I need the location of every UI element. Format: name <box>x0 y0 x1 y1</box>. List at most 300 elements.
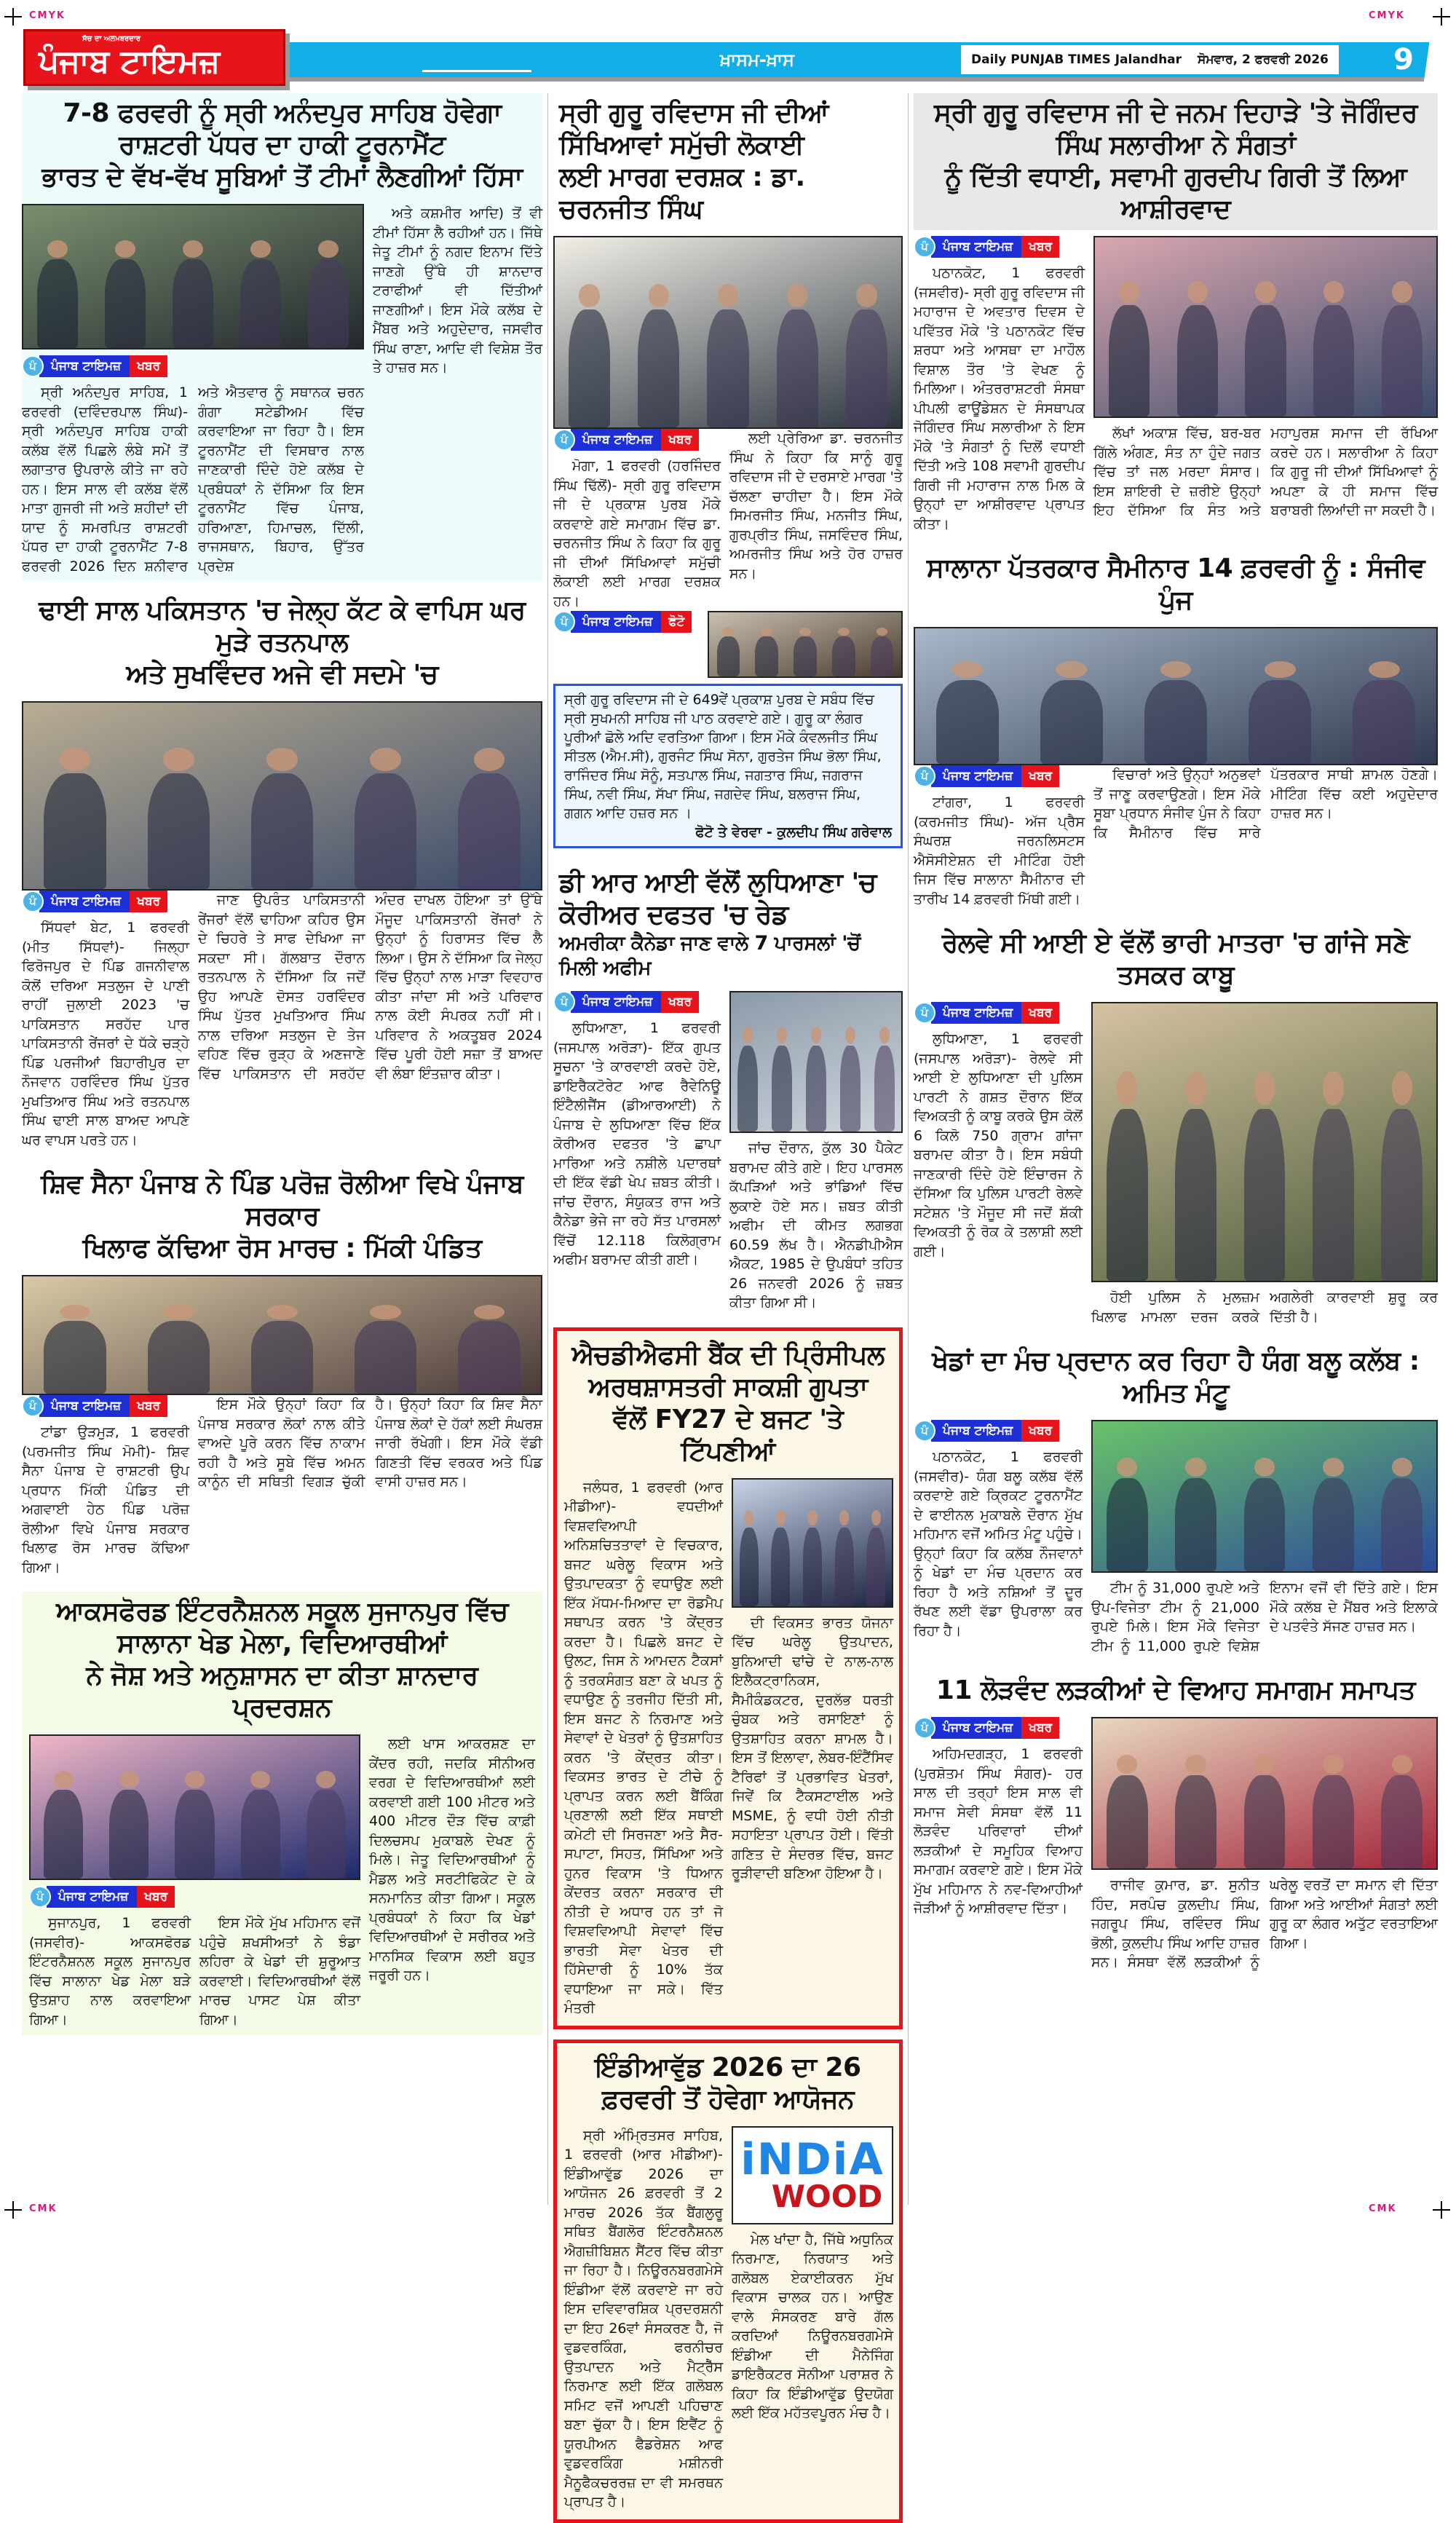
punjab-times-logo-icon: ਪੰ <box>914 765 935 787</box>
c2-photo-head <box>845 1027 855 1044</box>
r5-photo-figure <box>1244 1775 1286 1868</box>
r2-photo-figure <box>1249 680 1311 764</box>
a4-subheadline: ਨੇ ਜੋਸ਼ ਅਤੇ ਅਨੁਸ਼ਾਸਨ ਦਾ ਕੀਤਾ ਸ਼ਾਨਦਾਰ ਪ੍ਰਦਰਸ਼ਨ <box>86 1661 478 1723</box>
masthead-logo[interactable] <box>23 29 285 86</box>
badge-kind: ਖਬਰ <box>130 355 167 377</box>
c1-photo-head <box>838 628 850 636</box>
c3-photo[interactable] <box>732 1478 893 1608</box>
badge-brand: ਪੰਜਾਬ ਟਾਇਮਜ਼ <box>571 429 661 451</box>
a1-photo-head <box>183 240 203 258</box>
c3-photo-head <box>839 1510 849 1526</box>
r3-photo-figure <box>1313 1109 1354 1281</box>
r1-photo-figure <box>1245 305 1286 416</box>
c2-subheadline: ਅਮਰੀਕਾ ਕੈਨੇਡਾ ਜਾਣ ਵਾਲੇ 7 ਪਾਰਸਲਾਂ 'ਚੋਂ ਮਿਲੀ ਅਫੀਮ <box>559 932 860 979</box>
badge-kind: ਫੋਟੋ <box>661 611 692 633</box>
c1-column <box>708 611 903 678</box>
r4-photo-head <box>1185 1458 1206 1477</box>
r2-photo-figure <box>1144 680 1207 764</box>
badge-kind: ਖਬਰ <box>1021 1717 1059 1739</box>
badge-brand: ਪੰਜਾਬ ਟਾਇਮਜ਼ <box>571 991 661 1013</box>
a4-column <box>199 1914 360 2029</box>
a1-body-part-1: ਸ੍ਰੀ ਅਨੰਦਪੁਰ ਸਾਹਿਬ, 1 ਫਰਵਰੀ (ਦਵਿੰਦਰਪਾਲ ਸਿੰਘ)- ਸ੍ਰੀ ਅਨੰਦਪੁਰ ਸਾਹਿਬ ਹਾਕੀ ਕਲੱਬ ਵੱਲੋਂ ਪਿਛਲੇ ਲੰਬੇ ਸਮੇਂ ਤੋਂ ਲਗਾਤਾਰ ਉਪਰਾਲੇ ਕੀਤੇ ਜਾ ਰਹੇ ਹਨ। ਇਸ ਸਾਲ ਵੀ ਕਲੱਬ ਵੱਲੋਂ ਮਾਤਾ ਗੁਜਰੀ ਜੀ ਅਤੇ ਸ਼ਹੀਦਾਂ ਦੀ ਯਾਦ ਨੂੰ ਸਮਰਪਿਤ ਰਾਸ਼ਟਰੀ ਪੱਧਰ ਦਾ ਹਾਕੀ ਟੂਰਨਾਮੈਂਟ 7-8 ਫਰਵਰੀ 2026 ਦਿਨ ਸ਼ਨੀਵਾਰ ਅਤੇ ਐਤਵਾਰ ਨੂੰ ਸਥਾਨਕ ਚਰਨ ਗੰਗਾ ਸਟੇਡੀਅਮ ਵਿੱਚ ਕਰਵਾਇਆ ਜਾ ਰਿਹਾ ਹੈ। ਇਸ ਟੂਰਨਾਮੈਂਟ ਦੀ ਵਿਸਥਾਰ ਨਾਲ ਜਾਣਕਾਰੀ ਦਿੰਦੇ ਹੋਏ ਕਲੱਬ ਦੇ ਪ੍ਰਬੰਧਕਾਂ ਨੇ ਦੱਸਿਆ ਕਿ ਇਸ ਟੂਰਨਾਮੈਂਟ ਵਿੱਚ ਪੰਜਾਬ, ਹਰਿਆਣਾ, ਹਿਮਾਚਲ, ਦਿੱਲੀ, ਰਾਜਸਥਾਨ, ਬਿਹਾਰ, ਉੱਤਰ ਪ੍ਰਦੇਸ਼ <box>22 384 364 575</box>
c2-row <box>553 991 903 1313</box>
a1-source-badge <box>22 355 167 377</box>
column-divider-2 <box>908 93 909 2205</box>
r3-headline-text: ਰੇਲਵੇ ਸੀ ਆਈ ਏ ਵੱਲੋਂ ਭਾਰੀ ਮਾਤਰਾ 'ਚ ਗਾਂਜੇ ਸਣੇ ਤਸਕਰ ਕਾਬੂ <box>941 928 1410 990</box>
c2-photo-figure <box>840 1046 860 1132</box>
a1-photo-head <box>115 240 135 258</box>
a4-column <box>29 1914 191 2029</box>
badge-brand: ਪੰਜਾਬ ਟਾਇਮਜ਼ <box>39 891 130 912</box>
c1-photo-2[interactable] <box>708 611 903 678</box>
c1-body-part-1: ਮੋਗਾ, 1 ਫਰਵਰੀ (ਹਰਜਿੰਦਰ ਸਿੰਘ ਢਿੱਲੋਂ)- ਸ੍ਰੀ ਗੁਰੂ ਰਵਿਦਾਸ ਜੀ ਦੇ ਪ੍ਰਕਾਸ਼ ਪੁਰਬ ਮੌਕੇ ਕਰਵਾਏ ਗਏ ਸਮਾਗਮ ਵਿੱਚ ਡਾ. ਚਰਨਜੀਤ ਸਿੰਘ ਨੇ ਕਿਹਾ ਕਿ ਗੁਰੂ ਜੀ ਦੀਆਂ ਸਿੱਖਿਆਵਾਂ ਸਮੁੱਚੀ ਲੋਕਾਈ ਲਈ ਮਾਰਗ ਦਰਸ਼ਕ ਹਨ। <box>553 458 721 609</box>
r4-photo-figure <box>1107 1478 1148 1571</box>
r5-row <box>914 1717 1438 1973</box>
a2-photo[interactable] <box>22 701 542 891</box>
c1-photo-head <box>722 628 734 636</box>
c1-caption-text: ਸ੍ਰੀ ਗੁਰੂ ਰਵਿਦਾਸ ਜੀ ਦੇ 649ਵੇਂ ਪ੍ਰਕਾਸ਼ ਪੁਰਬ ਦੇ ਸਬੰਧ ਵਿੱਚ ਸ੍ਰੀ ਸੁਖਮਨੀ ਸਾਹਿਬ ਜੀ ਪਾਠ ਕਰਵਾਏ ਗਏ। ਗੁਰੂ ਕਾ ਲੰਗਰ ਪੂਰੀਆਂ ਛੋਲੇ ਅਦਿ ਵਰਤਿਆ ਗਿਆ। ਇਸ ਮੌਕੇ ਕੰਵਲਜੀਤ ਸਿੰਘ ਸੀਤਲ (ਐਮ.ਸੀ), ਗੁਰਜੰਟ ਸਿੰਘ ਸੋਨਾ, ਗੁਰਤੇਜ ਸਿੰਘ ਭੋਲਾ ਸਿੰਘ, ਰਾਜਿੰਦਰ ਸਿੰਘ ਸੋਨੂੰ, ਸਤਪਾਲ ਸਿੰਘ, ਜਗਤਾਰ ਸਿੰਘ, ਜਗਰਾਜ ਸਿੰਘ, ਨਵੀ ਸਿੰਘ, ਸੱਖਾ ਸਿੰਘ, ਜਗਦੇਵ ਸਿੰਘ, ਬਲਰਾਜ ਸਿੰਘ, ਗਗਨ ਆਦਿ ਹਜ਼ਰ ਸਨ । <box>564 692 882 821</box>
a2-photo-figure <box>355 773 416 889</box>
r1-photo-figure <box>1382 305 1423 416</box>
c3-photo-head <box>776 1510 786 1526</box>
r2-photo-figure <box>1353 680 1415 764</box>
section-underline <box>422 70 531 72</box>
c2-column <box>553 991 721 1270</box>
a1-column <box>22 204 364 576</box>
r4-photo[interactable] <box>1091 1420 1438 1573</box>
a1-photo-figure <box>240 259 281 348</box>
c3-article <box>553 1327 903 2029</box>
c3-photo-head <box>744 1510 753 1526</box>
r2-photo-head <box>1160 661 1192 678</box>
a3-source-badge <box>22 1395 167 1417</box>
r1-article <box>914 93 1438 538</box>
c1-photo-figure <box>717 636 740 676</box>
c4-article <box>553 2040 903 2523</box>
c3-subheadline: ਵੱਲੋਂ FY27 ਦੇ ਬਜਟ 'ਤੇ ਟਿੱਪਣੀਆਂ <box>612 1404 844 1466</box>
column-left <box>22 93 542 2035</box>
r4-body-part-2: ਟੀਮ ਨੂੰ 31,000 ਰੁਪਏ ਅਤੇ ਉਪ-ਵਿਜੇਤਾ ਟੀਮ ਨੂੰ 21,000 ਰੁਪਏ ਮਿਲੇ। ਇਸ ਮੌਕੇ ਵਿਜੇਤਾ ਟੀਮ ਨੂੰ 11,000 ਰੁਪਏ ਵਿਸ਼ੇਸ਼ ਇਨਾਮ ਵਜੋਂ ਵੀ ਦਿੱਤੇ ਗਏ। ਇਸ ਮੌਕੇ ਕਲੱਬ ਦੇ ਮੈਂਬਰ ਅਤੇ ਇਲਾਕੇ ਦੇ ਪਤਵੰਤੇ ਸੱਜਣ ਹਾਜ਼ਰ ਸਨ। <box>1091 1580 1438 1654</box>
r2-photo-head <box>951 661 983 678</box>
c3-photo-head <box>807 1510 817 1526</box>
r5-photo-figure <box>1313 1775 1354 1868</box>
indiawood-logo-line2: WOOD <box>771 2179 883 2214</box>
a3-photo-head <box>370 1305 401 1319</box>
badge-brand: ਪੰਜਾਬ ਟਾਇਮਜ਼ <box>931 1717 1021 1739</box>
c1-photo-figure <box>777 309 818 427</box>
punjab-times-logo-icon: ਪੰ <box>914 1717 935 1739</box>
r1-photo[interactable] <box>1093 236 1438 418</box>
a2-photo-figure <box>458 773 520 889</box>
r2-headline-text: ਸਾਲਾਨਾ ਪੱਤਰਕਾਰ ਸੈਮੀਨਾਰ 14 ਫ਼ਰਵਰੀ ਨੂੰ : ਸੰਜੀਵ ਪੁੰਜ <box>926 553 1425 615</box>
column-center <box>553 93 903 2523</box>
c3-headline-text: ਐਚਡੀਐਫਸੀ ਬੈਂਕ ਦੀ ਪ੍ਰਿੰਸੀਪਲ ਅਰਥਸ਼ਾਸਤਰੀ ਸਾਕਸ਼ੀ ਗੁਪਤਾ <box>571 1340 885 1402</box>
badge-kind: ਖਬਰ <box>1021 1002 1059 1024</box>
badge-kind: ਖਬਰ <box>130 891 167 912</box>
c1-photo-figure <box>755 636 778 676</box>
r2-photo[interactable] <box>914 627 1438 765</box>
a1-photo-head <box>250 240 271 258</box>
r3-photo-head <box>1117 1071 1137 1105</box>
r1-column <box>914 236 1085 534</box>
r3-column <box>914 1002 1083 1261</box>
a4-row <box>29 1734 535 2029</box>
a2-photo-head <box>60 748 91 771</box>
a3-column <box>22 1395 189 1577</box>
r5-headline[interactable] <box>914 1670 1438 1711</box>
a2-photo-head <box>266 748 298 771</box>
crop-mark-bottom-left-v <box>12 2201 14 2219</box>
a2-headline[interactable] <box>22 591 542 695</box>
c1-photo-head <box>877 628 888 636</box>
c4-body-part-1: ਸ੍ਰੀ ਅੰਮ੍ਰਿਤਸਰ ਸਾਹਿਬ, 1 ਫਰਵਰੀ (ਆਰ ਮੀਡੀਆ)- ਇੰਡੀਆਵੁੱਡ 2026 ਦਾ ਆਯੋਜਨ 26 ਫ਼ਰਵਰੀ ਤੋਂ 2 ਮਾਰਚ 2026 ਤੱਕ ਬੈਂਗਲੁਰੂ ਸਥਿਤ ਬੈਂਗਲੋਰ ਇੰਟਰਨੈਸ਼ਨਲ ਐਗਜ਼ੀਬਿਸ਼ਨ ਸੈਂਟਰ ਵਿੱਚ ਕੀਤਾ ਜਾ ਰਿਹਾ ਹੈ। ਨਿਊਰਨਬਰਗਮੇਸੇ ਇੰਡੀਆ ਵੱਲੋਂ ਕਰਵਾਏ ਜਾ ਰਹੇ ਇਸ ਦਵਿਵਾਰਸ਼ਿਕ ਪ੍ਰਦਰਸ਼ਨੀ ਦਾ ਇਹ 26ਵਾਂ ਸੰਸਕਰਣ ਹੈ, ਜੋ ਵੁਡਵਰਕਿੰਗ, ਫਰਨੀਚਰ ਉਤਪਾਦਨ ਅਤੇ ਮੈਟ੍ਰੈੱਸ ਨਿਰਮਾਣ ਲਈ ਇੱਕ ਗਲੋਬਲ ਸਮਿਟ ਵਜੋਂ ਆਪਣੀ ਪਹਿਚਾਣ ਬਣਾ ਚੁੱਕਾ ਹੈ। ਇਸ ਇਵੈਂਟ ਨੂੰ ਯੂਰਪੀਅਨ ਫੈਡਰੇਸ਼ਨ ਆਫ ਵੁਡਵਰਕਿੰਗ ਮਸ਼ੀਨਰੀ ਮੈਨੂਫੈਕਚਰਰਜ਼ ਦਾ ਵੀ ਸਮਰਥਨ ਪ੍ਰਾਪਤ ਹੈ। <box>564 2127 723 2510</box>
r5-article <box>914 1670 1438 1977</box>
a3-photo[interactable] <box>22 1275 542 1395</box>
a1-photo-head <box>318 240 339 258</box>
paper-name: Daily PUNJAB TIMES Jalandhar <box>971 52 1182 67</box>
r2-photo-head <box>1369 661 1400 678</box>
a3-body-part-2: ਇਸ ਮੌਕੇ ਉਨ੍ਹਾਂ ਕਿਹਾ ਕਿ ਪੰਜਾਬ ਸਰਕਾਰ ਲੋਕਾਂ ਨਾਲ ਕੀਤੇ ਵਾਅਦੇ ਪੂਰੇ ਕਰਨ ਵਿੱਚ ਨਾਕਾਮ ਰਹੀ ਹੈ ਅਤੇ ਸੂਬੇ ਵਿੱਚ ਅਮਨ ਕਾਨੂੰਨ ਦੀ ਸਥਿਤੀ ਵਿਗੜ ਚੁੱਕੀ ਹੈ। ਉਨ੍ਹਾਂ ਕਿਹਾ ਕਿ ਸ਼ਿਵ ਸੈਨਾ ਪੰਜਾਬ ਲੋਕਾਂ ਦੇ ਹੱਕਾਂ ਲਈ ਸੰਘਰਸ਼ ਜਾਰੀ ਰੱਖੇਗੀ। ਇਸ ਮੌਕੇ ਵੱਡੀ ਗਿਣਤੀ ਵਿੱਚ ਵਰਕਰ ਅਤੇ ਪਿੰਡ ਵਾਸੀ ਹਾਜ਼ਰ ਸਨ। <box>198 1397 542 1490</box>
r4-source-badge <box>914 1420 1059 1442</box>
badge-brand: ਪੰਜਾਬ ਟਾਇਮਜ਼ <box>47 1886 137 1908</box>
c3-photo-figure <box>866 1528 885 1606</box>
column-right <box>914 93 1438 1977</box>
a1-article <box>22 93 542 580</box>
a1-photo[interactable] <box>22 204 364 350</box>
r4-body-part-1: ਪਠਾਨਕੋਟ, 1 ਫਰਵਰੀ (ਜਸਵੀਰ)- ਯੰਗ ਬਲੂ ਕਲੱਬ ਵੱਲੋਂ ਕਰਵਾਏ ਗਏ ਕ੍ਰਿਕਟ ਟੂਰਨਾਮੈਂਟ ਦੇ ਫਾਈਨਲ ਮੁਕਾਬਲੇ ਦੌਰਾਨ ਮੁੱਖ ਮਹਿਮਾਨ ਵਜੋਂ ਅਮਿਤ ਮੰਟੂ ਪਹੁੰਚੇ। ਉਨ੍ਹਾਂ ਕਿਹਾ ਕਿ ਕਲੱਬ ਨੌਜਵਾਨਾਂ ਨੂੰ ਖੇਡਾਂ ਦਾ ਮੰਚ ਪ੍ਰਦਾਨ ਕਰ ਰਿਹਾ ਹੈ ਅਤੇ ਨਸ਼ਿਆਂ ਤੋਂ ਦੂਰ ਰੱਖਣ ਲਈ ਵੱਡਾ ਉਪਰਾਲਾ ਕਰ ਰਿਹਾ ਹੈ। <box>914 1449 1083 1639</box>
a2-body-part-2: ਜਾਣ ਉਪਰੰਤ ਪਾਕਿਸਤਾਨੀ ਰੇਂਜਰਾਂ ਵੱਲੋਂ ਢਾਹਿਆ ਕਹਿਰ ਉਸ ਦੇ ਚਿਹਰੇ ਤੇ ਸਾਫ ਦੇਖਿਆ ਜਾ ਸਕਦਾ ਸੀ। ਗੱਲਬਾਤ ਦੌਰਾਨ ਰਤਨਪਾਲ ਨੇ ਦੱਸਿਆ ਕਿ ਜਦੋਂ ਉਹ ਆਪਣੇ ਦੋਸਤ ਹਰਵਿੰਦਰ ਸਿੰਘ ਪੁੱਤਰ ਮੁਖਤਿਆਰ ਸਿੰਘ ਨਾਲ ਦਰਿਆ ਸਤਲੁਜ ਦੇ ਤੇਜ ਵਹਿਣ ਵਿੱਚ ਰੁੜ੍ਹ ਕੇ ਅਣਜਾਣੇ ਵਿੱਚ ਪਾਕਿਸਤਾਨ ਦੀ ਸਰਹੱਦ ਅੰਦਰ ਦਾਖਲ ਹੋਇਆ ਤਾਂ ਉੱਥੇ ਮੌਜੂਦ ਪਾਕਿਸਤਾਨੀ ਰੇਂਜਰਾਂ ਨੇ ਉਨ੍ਹਾਂ ਨੂੰ ਹਿਰਾਸਤ ਵਿੱਚ ਲੈ ਲਿਆ। ਉਸ ਨੇ ਦੱਸਿਆ ਕਿ ਜੇਲ੍ਹ ਵਿੱਚ ਉਨ੍ਹਾਂ ਨਾਲ ਮਾੜਾ ਵਿਵਹਾਰ ਕੀਤਾ ਜਾਂਦਾ ਸੀ ਅਤੇ ਪਰਿਵਾਰ ਨਾਲ ਕੋਈ ਸੰਪਰਕ ਨਹੀਂ ਸੀ। ਪਰਿਵਾਰ ਨੇ ਅਕਤੂਬਰ 2024 ਵਿੱਚ ਪੂਰੀ ਹੋਈ ਸਜ਼ਾ ਤੋਂ ਬਾਅਦ ਵੀ ਲੰਬਾ ਇੰਤਜ਼ਾਰ ਕੀਤਾ। <box>198 892 542 1082</box>
a2-source-badge <box>22 891 167 912</box>
r4-photo-figure <box>1175 1478 1216 1571</box>
r2-source-badge <box>914 765 1059 787</box>
r3-source-badge <box>914 1002 1059 1024</box>
punjab-times-logo-icon: ਪੰ <box>914 236 935 258</box>
a4-photo-figure <box>241 1790 280 1879</box>
c3-photo-head <box>871 1510 881 1526</box>
issue-date: ਸੋਮਵਾਰ, 2 ਫਰਵਰੀ 2026 <box>1198 52 1329 67</box>
r4-headline[interactable] <box>914 1341 1438 1414</box>
a2-photo-figure <box>44 773 106 889</box>
a4-body-part-3: ਲਈ ਖਾਸ ਆਕਰਸ਼ਣ ਦਾ ਕੇਂਦਰ ਰਹੀ, ਜਦਕਿ ਸੀਨੀਅਰ ਵਰਗ ਦੇ ਵਿਦਿਆਰਥੀਆਂ ਲਈ ਕਰਵਾਈ ਗਈ 100 ਮੀਟਰ ਅਤੇ 400 ਮੀਟਰ ਦੌੜ ਵਿੱਚ ਕਾਫ਼ੀ ਦਿਲਚਸਪ ਮੁਕਾਬਲੇ ਦੇਖਣ ਨੂੰ ਮਿਲੇ। ਜੇਤੂ ਵਿਦਿਆਰਥੀਆਂ ਨੂੰ ਮੈਡਲ ਅਤੇ ਸਰਟੀਫਿਕੇਟ ਦੇ ਕੇ ਸਨਮਾਨਿਤ ਕੀਤਾ ਗਿਆ। ਸਕੂਲ ਪ੍ਰਬੰਧਕਾਂ ਨੇ ਕਿਹਾ ਕਿ ਖੇਡਾਂ ਵਿਦਿਆਰਥੀਆਂ ਦੇ ਸਰੀਰਕ ਅਤੇ ਮਾਨਸਿਕ ਵਿਕਾਸ ਲਈ ਬਹੁਤ ਜਰੂਰੀ ਹਨ। <box>369 1736 535 1983</box>
c4-body-part-2: ਮੇਲ ਖਾਂਦਾ ਹੈ, ਜਿੱਥੇ ਅਧੁਨਿਕ ਨਿਰਮਾਣ, ਨਿਰਯਾਤ ਅਤੇ ਗਲੋਬਲ ਏਕਾਈਕਰਨ ਮੁੱਖ ਵਿਕਾਸ ਚਾਲਕ ਹਨ। ਆਉਣ ਵਾਲੇ ਸੰਸਕਰਣ ਬਾਰੇ ਗੱਲ ਕਰਦਿਆਂ ਨਿਊਰਨਬਰਗਮੇਸੇ ਇੰਡੀਆ ਦੀ ਮੈਨੇਜਿੰਗ ਡਾਇਰੈਕਟਰ ਸੋਨੀਆ ਪਰਾਸ਼ਰ ਨੇ ਕਿਹਾ ਕਿ ਇੰਡੀਆਵੁੱਡ ਉਦਯੋਗ ਲਈ ਇੱਕ ਮਹੱਤਵਪੂਰਨ ਮੰਚ ਹੈ। <box>732 2231 893 2421</box>
c2-photo-figure <box>772 1046 792 1132</box>
r1-subheadline: ਨੂੰ ਦਿੱਤੀ ਵਧਾਈ, ਸਵਾਮੀ ਗੁਰਦੀਪ ਗਿਰੀ ਤੋਂ ਲਿਆ ਆਸ਼ੀਰਵਾਦ <box>944 162 1407 224</box>
r2-photo-head <box>1056 661 1087 678</box>
c1-column <box>729 429 903 583</box>
r3-body-part-1: ਲੁਧਿਆਣਾ, 1 ਫਰਵਰੀ (ਜਸਪਾਲ ਅਰੋੜਾ)- ਰੇਲਵੇ ਸੀ ਆਈ ਏ ਲੁਧਿਆਣਾ ਦੀ ਪੁਲਿਸ ਪਾਰਟੀ ਨੇ ਗਸ਼ਤ ਦੌਰਾਨ ਇੱਕ ਵਿਅਕਤੀ ਨੂੰ ਕਾਬੂ ਕਰਕੇ ਉਸ ਕੋਲੋਂ 6 ਕਿਲੋ 750 ਗ੍ਰਾਮ ਗਾਂਜਾ ਬਰਾਮਦ ਕੀਤਾ ਹੈ। ਇਸ ਸਬੰਧੀ ਜਾਣਕਾਰੀ ਦਿੰਦੇ ਹੋਏ ਇੰਚਾਰਜ ਨੇ ਦੱਸਿਆ ਕਿ ਪੁਲਿਸ ਪਾਰਟੀ ਰੇਲਵੇ ਸਟੇਸ਼ਨ 'ਤੇ ਮੌਜੂਦ ਸੀ ਜਦੋਂ ਸ਼ੱਕੀ ਵਿਅਕਤੀ ਨੂੰ ਰੋਕ ਕੇ ਤਲਾਸ਼ੀ ਲਈ ਗਈ। <box>914 1031 1083 1260</box>
r2-photo-head <box>1265 661 1296 678</box>
a1-photo-figure <box>37 259 78 348</box>
r4-photo-figure <box>1313 1478 1354 1571</box>
c2-headline[interactable] <box>553 863 903 985</box>
badge-brand: ਪੰਜਾਬ ਟਾਇਮਜ਼ <box>39 355 130 377</box>
a4-photo-head <box>250 1771 270 1788</box>
r4-photo-figure <box>1381 1478 1423 1571</box>
r1-photo-head <box>1392 281 1412 304</box>
cmyk-mark-right: CMYK <box>1369 10 1405 21</box>
c1-photo-source-badge <box>553 611 692 633</box>
c1-subheadline: ਲਈ ਮਾਰਗ ਦਰਸ਼ਕ : ਡਾ. ਚਰਨਜੀਤ ਸਿੰਘ <box>559 162 805 224</box>
c2-source-badge <box>553 991 699 1013</box>
c1-row <box>553 429 903 611</box>
r1-photo-figure <box>1109 305 1150 416</box>
r3-article <box>914 923 1438 1331</box>
a2-photo-head <box>163 748 194 771</box>
r1-photo-figure <box>1177 305 1218 416</box>
c1-source-badge <box>553 429 699 451</box>
badge-kind: ਖਬਰ <box>1021 236 1059 258</box>
a2-headline-text: ਢਾਈ ਸਾਲ ਪਕਿਸਤਾਨ 'ਚ ਜੇਲ੍ਹ ਕੱਟ ਕੇ ਵਾਪਿਸ ਘਰ ਮੁੜੇ ਰਤਨਪਾਲ <box>39 596 526 658</box>
a1-headline[interactable] <box>22 93 542 198</box>
c1-photo-figure <box>832 636 855 676</box>
r3-photo-figure <box>1381 1109 1423 1281</box>
a1-photo-figure <box>173 259 213 348</box>
r1-headline[interactable] <box>914 93 1438 230</box>
c1-photo[interactable] <box>553 236 903 429</box>
r4-photo-head <box>1117 1458 1137 1477</box>
a3-photo-head <box>163 1305 194 1319</box>
a3-photo-head <box>266 1305 298 1319</box>
a1-body-part-2: ਅਤੇ ਕਸ਼ਮੀਰ ਆਦਿ) ਤੋਂ ਵੀ ਟੀਮਾਂ ਹਿੱਸਾ ਲੈ ਰਹੀਆਂ ਹਨ। ਜਿੱਥੇ ਜੇਤੂ ਟੀਮਾਂ ਨੂੰ ਨਗਦ ਇਨਾਮ ਦਿੱਤੇ ਜਾਣਗੇ ਉੱਥੇ ਹੀ ਸ਼ਾਨਦਾਰ ਟਰਾਫੀਆਂ ਵੀ ਦਿੱਤੀਆਂ ਜਾਣਗੀਆਂ। ਇਸ ਮੌਕੇ ਕਲੱਬ ਦੇ ਮੈਂਬਰ ਅਤੇ ਅਹੁਦੇਦਾਰ, ਜਸਵੀਰ ਸਿੰਘ ਰਾਣਾ, ਆਦਿ ਵੀ ਵਿਸ਼ੇਸ਼ ਤੌਰ ਤੇ ਹਾਜ਼ਰ ਸਨ। <box>373 205 542 376</box>
a2-subheadline: ਅਤੇ ਸੁਖਵਿੰਦਰ ਅਜੇ ਵੀ ਸਦਮੇ 'ਚ <box>126 660 438 690</box>
a3-photo-figure <box>355 1321 416 1394</box>
r3-body-part-2: ਹੋਈ ਪੁਲਿਸ ਨੇ ਮੁਲਜ਼ਮ ਖਿਲਾਫ ਮਾਮਲਾ ਦਰਜ ਕਰਕੇ ਅਗਲੇਰੀ ਕਾਰਵਾਈ ਸ਼ੁਰੂ ਕਰ ਦਿੱਤੀ ਹੈ। <box>1091 1290 1438 1325</box>
a4-photo[interactable] <box>29 1734 360 1880</box>
r4-article <box>914 1341 1438 1660</box>
badge-brand: ਪੰਜਾਬ ਟਾਇਮਜ਼ <box>931 765 1021 787</box>
punjab-times-logo-icon: ਪੰ <box>914 1002 935 1024</box>
r3-photo-head <box>1254 1071 1275 1105</box>
r1-source-badge <box>914 236 1059 258</box>
c2-photo-figure <box>806 1046 826 1132</box>
cmk-mark-left: CMK <box>29 2203 58 2214</box>
a3-subheadline: ਖਿਲਾਫ ਕੱਢਿਆ ਰੋਸ ਮਾਰਚ : ਮਿੱਕੀ ਪੰਡਿਤ <box>82 1233 482 1263</box>
r5-photo-figure <box>1107 1775 1148 1868</box>
a4-headline-text: ਆਕਸਫੋਰਡ ਇੰਟਰਨੈਸ਼ਨਲ ਸਕੂਲ ਸੁਜਾਨਪੁਰ ਵਿੱਚ ਸਾਲਾਨਾ ਖੇਡ ਮੇਲਾ, ਵਿਦਿਆਰਥੀਆਂ <box>56 1597 508 1659</box>
badge-brand: ਪੰਜਾਬ ਟਾਇਮਜ਼ <box>39 1395 130 1417</box>
a3-body-part-1: ਟਾਂਡਾ ਉੜਮੁੜ, 1 ਫਰਵਰੀ (ਪਰਮਜੀਤ ਸਿੰਘ ਮੋਮੀ)- ਸ਼ਿਵ ਸੈਨਾ ਪੰਜਾਬ ਦੇ ਰਾਸ਼ਟਰੀ ਉਪ ਪ੍ਰਧਾਨ ਮਿੱਕੀ ਪੰਡਿਤ ਦੀ ਅਗਵਾਈ ਹੇਠ ਪਿੰਡ ਪਰੋਜ਼ ਰੋਲੀਆ ਵਿਖੇ ਪੰਜਾਬ ਸਰਕਾਰ ਖਿਲਾਫ ਰੋਸ ਮਾਰਚ ਕੱਢਿਆ ਗਿਆ। <box>22 1424 189 1576</box>
r4-column <box>1091 1420 1438 1656</box>
a4-photo-head <box>54 1771 74 1788</box>
c4-column <box>564 2126 723 2512</box>
badge-brand: ਪੰਜਾਬ ਟਾਇਮਜ਼ <box>931 1420 1021 1442</box>
a4-column <box>369 1734 535 1986</box>
a1-photo-figure <box>308 259 349 348</box>
badge-brand: ਪੰਜਾਬ ਟਾਇਮਜ਼ <box>571 611 661 633</box>
c4-column <box>732 2126 893 2423</box>
c1-headline[interactable] <box>553 93 903 230</box>
punjab-times-logo-icon: ਪੰ <box>22 355 44 377</box>
logo-tagline: ਸੱਚ ਦਾ ਅਲਮਬਰਦਾਰ <box>82 35 141 43</box>
r5-photo-figure <box>1175 1775 1216 1868</box>
a4-photo-figure <box>44 1790 83 1879</box>
r3-column <box>1091 1002 1438 1327</box>
c1-photo-head <box>799 628 811 636</box>
r3-photo-figure <box>1107 1109 1148 1281</box>
c1-headline-text: ਸ੍ਰੀ ਗੁਰੂ ਰਵਿਦਾਸ ਜੀ ਦੀਆਂ ਸਿੱਖਿਆਵਾਂ ਸਮੁੱਚੀ ਲੋਕਾਈ <box>559 98 828 160</box>
a1-photo-figure <box>105 259 146 348</box>
badge-brand: ਪੰਜਾਬ ਟਾਇਮਜ਼ <box>931 236 1021 258</box>
c3-headline[interactable] <box>564 1335 892 1472</box>
c3-photo-figure <box>803 1528 822 1606</box>
r1-column <box>1093 236 1438 521</box>
a1-row <box>22 204 542 576</box>
r5-source-badge <box>914 1717 1059 1739</box>
r1-body-part-2: ਲੱਖਾਂ ਅਕਾਸ਼ ਵਿੱਚ, ਬਰ-ਬਰ ਗਿੱਲੇ ਅੰਗਣ, ਸੰਤ ਨਾ ਹੁੰਦੇ ਜਗਤ ਵਿੱਚ ਤਾਂ ਜਲ ਮਰਦਾ ਸੰਸਾਰ। ਇਸ ਸ਼ਾਇਰੀ ਦੇ ਜ਼ਰੀਏ ਉਨ੍ਹਾਂ ਇਹ ਦੱਸਿਆ ਕਿ ਸੰਤ ਅਤੇ ਮਹਾਪੁਰਸ਼ ਸਮਾਜ ਦੀ ਰੱਖਿਆ ਕਰਦੇ ਹਨ। ਸਲਾਰੀਆ ਨੇ ਕਿਹਾ ਕਿ ਗੁਰੂ ਜੀ ਦੀਆਂ ਸਿੱਖਿਆਵਾਂ ਨੂੰ ਅਪਣਾ ਕੇ ਹੀ ਸਮਾਜ ਵਿੱਚ ਬਰਾਬਰੀ ਲਿਆਂਦੀ ਜਾ ਸਕਦੀ ਹੈ। <box>1093 425 1438 518</box>
c2-body-part-2: ਜਾਂਚ ਦੌਰਾਨ, ਕੁੱਲ 30 ਪੈਕੇਟ ਬਰਾਮਦ ਕੀਤੇ ਗਏ। ਇਹ ਪਾਰਸਲ ਕੱਪੜਿਆਂ ਅਤੇ ਭਾਂਡਿਆਂ ਵਿੱਚ ਲੁਕਾਏ ਹੋਏ ਸਨ। ਜ਼ਬਤ ਕੀਤੀ ਅਫੀਮ ਦੀ ਕੀਮਤ ਲਗਭਗ 60.59 ਲੱਖ ਹੈ। ਐਨਡੀਪੀਐਸ ਐਕਟ, 1985 ਦੇ ਉਪਬੰਧਾਂ ਤਹਿਤ 26 ਜਨਵਰੀ 2026 ਨੂੰ ਜ਼ਬਤ ਕੀਤਾ ਗਿਆ ਸੀ। <box>729 1140 903 1311</box>
a2-photo-head <box>370 748 401 771</box>
c3-photo-figure <box>740 1528 759 1606</box>
r4-photo-head <box>1323 1458 1343 1477</box>
a4-body-part-1: ਸੁਜਾਨਪੁਰ, 1 ਫਰਵਰੀ (ਜਸਵੀਰ)- ਆਕਸਫੋਰਡ ਇੰਟਰਨੈਸ਼ਨਲ ਸਕੂਲ ਸੁਜਾਨਪੁਰ ਵਿੱਚ ਸਾਲਾਨਾ ਖੇਡ ਮੇਲਾ ਬੜੇ ਉਤਸ਼ਾਹ ਨਾਲ ਕਰਵਾਇਆ ਗਿਆ। <box>29 1915 191 2028</box>
badge-kind: ਖਬਰ <box>1021 765 1059 787</box>
cmk-mark-right: CMK <box>1369 2203 1397 2214</box>
r3-photo[interactable] <box>1091 1002 1438 1282</box>
r5-photo[interactable] <box>1091 1717 1438 1870</box>
section-title: ਖ਼ਾਸਮ-ਖ਼ਾਸ <box>720 50 794 70</box>
a4-article <box>22 1592 542 2035</box>
c3-body-part-1: ਜਲੰਧਰ, 1 ਫਰਵਰੀ (ਆਰ ਮੀਡੀਆ)- ਵਧਦੀਆਂ ਵਿਸ਼ਵਵਿਆਪੀ ਅਨਿਸ਼ਚਿਤਤਾਵਾਂ ਦੇ ਵਿਚਕਾਰ, ਬਜਟ ਘਰੇਲੂ ਵਿਕਾਸ ਅਤੇ ਉਤਪਾਦਕਤਾ ਨੂੰ ਵਧਾਉਣ ਲਈ ਇੱਕ ਮੱਧਮ-ਮਿਆਦ ਦਾ ਰੋਡਮੈਪ ਸਥਾਪਤ ਕਰਨ 'ਤੇ ਕੇਂਦ੍ਰਤ ਕਰਦਾ ਹੈ। ਪਿਛਲੇ ਬਜਟ ਦੇ ਉਲਟ, ਜਿਸ ਨੇ ਆਮਦਨ ਟੈਕਸਾਂ ਨੂੰ ਤਰਕਸੰਗਤ ਬਣਾ ਕੇ ਖਪਤ ਨੂੰ ਵਧਾਉਣ ਨੂੰ ਤਰਜੀਹ ਦਿੱਤੀ ਸੀ, ਇਸ ਬਜਟ ਨੇ ਨਿਰਮਾਣ ਅਤੇ ਸੇਵਾਵਾਂ ਦੇ ਖੇਤਰਾਂ ਨੂੰ ਉਤਸ਼ਾਹਿਤ ਕਰਨ 'ਤੇ ਕੇਂਦ੍ਰਤ ਕੀਤਾ। ਵਿਕਸਤ ਭਾਰਤ ਦੇ ਟੀਚੇ ਨੂੰ ਪ੍ਰਾਪਤ ਕਰਨ ਲਈ ਬੈਂਕਿੰਗ ਪ੍ਰਣਾਲੀ ਲਈ ਇੱਕ ਸਥਾਈ ਕਮੇਟੀ ਦੀ ਸਿਰਜਣਾ ਅਤੇ ਸੈਰ-ਸਪਾਟਾ, ਸਿਹਤ, ਸਿੱਖਿਆ ਅਤੇ ਹੁਨਰ ਵਿਕਾਸ 'ਤੇ ਧਿਆਨ ਕੇਂਦਰਤ ਕਰਨਾ ਸਰਕਾਰ ਦੀ ਨੀਤੀ ਦੇ ਅਧਾਰ ਹਨ ਤਾਂ ਜੋ ਵਿਸ਼ਵਵਿਆਪੀ ਸੇਵਾਵਾਂ ਵਿੱਚ ਭਾਰਤੀ ਸੇਵਾ ਖੇਤਰ ਦੀ ਹਿੱਸੇਦਾਰੀ ਨੂੰ 10% ਤੱਕ ਵਧਾਇਆ ਜਾ ਸਕੇ। ਵਿੱਤ ਮੰਤਰੀ <box>564 1479 723 2016</box>
a1-photo-head <box>47 240 68 258</box>
r1-photo-head <box>1119 281 1139 304</box>
c3-column <box>564 1478 723 2018</box>
c2-photo-head <box>811 1027 821 1044</box>
a2-article <box>22 591 542 1154</box>
a3-photo-figure <box>44 1321 106 1394</box>
a2-row <box>22 891 542 1150</box>
c1-caption-credit: ਫੋਟੋ ਤੇ ਵੇਰਵਾ - ਕੁਲਦੀਪ ਸਿੰਘ ਗਰੇਵਾਲ <box>695 824 892 840</box>
c2-headline-text: ਡੀ ਆਰ ਆਈ ਵੱਲੋਂ ਲੁਧਿਆਣਾ 'ਚ ਕੋਰੀਅਰ ਦਫਤਰ 'ਚ ਰੇਡ <box>559 868 877 930</box>
c1-photo-figure <box>846 309 887 427</box>
a3-photo-head <box>60 1305 91 1319</box>
a4-headline[interactable] <box>29 1592 535 1729</box>
c1-photo-figure <box>871 636 894 676</box>
c4-headline-text: ਇੰਡੀਆਵੁੱਡ 2026 ਦਾ 26 ਫ਼ਰਵਰੀ ਤੋਂ ਹੋਵੇਗਾ ਆਯੋਜਨ <box>595 2052 861 2115</box>
c1-photo-figure <box>638 309 679 427</box>
a3-photo-figure <box>458 1321 520 1394</box>
c4-row <box>564 2126 892 2512</box>
punjab-times-logo-icon: ਪੰ <box>914 1420 935 1442</box>
r5-body-part-2: ਰਾਜੀਵ ਕੁਮਾਰ, ਡਾ. ਸੁਨੀਤ ਹਿੰਦ, ਸਰਪੰਚ ਕੁਲਦੀਪ ਸਿੰਘ, ਜਗਰੂਪ ਸਿੰਘ, ਰਵਿੰਦਰ ਸਿੰਘ ਭੋਲੀ, ਕੁਲਦੀਪ ਸਿੰਘ ਆਦਿ ਹਾਜ਼ਰ ਸਨ। ਸੰਸਥਾ ਵੱਲੋਂ ਲੜਕੀਆਂ ਨੂੰ ਘਰੇਲੂ ਵਰਤੋਂ ਦਾ ਸਮਾਨ ਵੀ ਦਿੱਤਾ ਗਿਆ ਅਤੇ ਆਈਆਂ ਸੰਗਤਾਂ ਲਈ ਗੁਰੂ ਕਾ ਲੰਗਰ ਅਤੁੱਟ ਵਰਤਾਇਆ ਗਿਆ। <box>1091 1877 1438 1970</box>
crop-mark-bottom-right-v <box>1441 2201 1442 2219</box>
a1-subheadline: ਭਾਰਤ ਦੇ ਵੱਖ-ਵੱਖ ਸੂਬਿਆਂ ਤੋਂ ਟੀਮਾਂ ਲੈਣਗੀਆਂ ਹਿੱਸਾ <box>41 162 523 192</box>
cmyk-mark-left: CMYK <box>29 10 66 21</box>
badge-brand: ਪੰਜਾਬ ਟਾਇਮਜ਼ <box>931 1002 1021 1024</box>
c1-row <box>553 611 903 678</box>
r3-photo-head <box>1185 1071 1206 1105</box>
c1-photo-head <box>856 284 877 307</box>
a1-headline-text: 7-8 ਫਰਵਰੀ ਨੂੰ ਸ੍ਰੀ ਅਨੰਦਪੁਰ ਸਾਹਿਬ ਹੋਵੇਗਾ ਰਾਸ਼ਟਰੀ ਪੱਧਰ ਦਾ ਹਾਕੀ ਟੂਰਨਾਮੈਂਟ <box>63 98 502 160</box>
punjab-times-logo-icon: ਪੰ <box>553 991 575 1013</box>
r3-row <box>914 1002 1438 1327</box>
crop-mark-top-left-v <box>12 8 14 25</box>
a4-photo-head <box>316 1771 336 1788</box>
column-divider-1 <box>547 93 548 2205</box>
a2-photo-head <box>474 748 505 771</box>
r2-column <box>1093 765 1438 842</box>
c1-photo-head <box>761 628 772 636</box>
a3-row <box>22 1395 542 1577</box>
c3-photo-figure <box>771 1528 790 1606</box>
r4-headline-text: ਖੇਡਾਂ ਦਾ ਮੰਚ ਪ੍ਰਦਾਨ ਕਰ ਰਿਹਾ ਹੈ ਯੰਗ ਬਲੂ ਕਲੱਬ : ਅਮਿਤ ਮੰਟੂ <box>932 1346 1420 1408</box>
c3-photo-figure <box>835 1528 854 1606</box>
a1-column <box>373 204 542 378</box>
r4-column <box>914 1420 1083 1640</box>
r2-photo-figure <box>936 680 999 764</box>
c1-body-part-2: ਲਈ ਪ੍ਰੇਰਿਆ ਡਾ. ਚਰਨਜੀਤ ਸਿੰਘ ਨੇ ਕਿਹਾ ਕਿ ਸਾਨੂੰ ਗੁਰੂ ਰਵਿਦਾਸ ਜੀ ਦੇ ਦਰਸਾਏ ਮਾਰਗ 'ਤੇ ਚੱਲਣਾ ਚਾਹੀਦਾ ਹੈ। ਇਸ ਮੌਕੇ ਸਿਮਰਜੀਤ ਸਿੰਘ, ਮਨਜੀਤ ਸਿੰਘ, ਗੁਰਪ੍ਰੀਤ ਸਿੰਘ, ਜਸਵਿੰਦਰ ਸਿੰਘ, ਅਮਰਜੀਤ ਸਿੰਘ ਅਤੇ ਹੋਰ ਹਾਜ਼ਰ ਸਨ। <box>729 430 903 582</box>
a4-photo-figure <box>175 1790 214 1879</box>
c3-body-part-2: ਦੀ ਵਿਕਸਤ ਭਾਰਤ ਯੋਜਨਾ ਵਿੱਚ ਘਰੇਲੂ ਉਤਪਾਦਨ, ਬੁਨਿਆਦੀ ਢਾਂਚੇ ਦੇ ਨਾਲ-ਨਾਲ ਇਲੈਕਟ੍ਰਾਨਿਕਸ, ਸੈਮੀਕੰਡਕਟਰ, ਦੁਰਲੱਭ ਧਰਤੀ ਚੁੰਬਕ ਅਤੇ ਰਸਾਇਣਾਂ ਨੂੰ ਉਤਸ਼ਾਹਿਤ ਕਰਨਾ ਸ਼ਾਮਲ ਹੈ। ਇਸ ਤੋਂ ਇਲਾਵਾ, ਲੇਬਰ-ਇੰਟੈਂਸਿਵ ਟੈਰਿਫਾਂ ਤੋਂ ਪ੍ਰਭਾਵਿਤ ਖੇਤਰਾਂ, ਜਿਵੇਂ ਕਿ ਟੈਕਸਟਾਈਲ ਅਤੇ MSME, ਨੂੰ ਵਧੀ ਹੋਈ ਨੀਤੀ ਸਹਾਇਤਾ ਪ੍ਰਾਪਤ ਹੋਈ। ਵਿੱਤੀ ਗਣਿਤ ਦੇ ਸੰਦਰਭ ਵਿੱਚ, ਬਜਟ ਰੂੜੀਵਾਦੀ ਬਣਿਆ ਹੋਇਆ ਹੈ। <box>732 1614 893 1882</box>
c1-photo-head <box>579 284 600 307</box>
c1-photo-figure <box>794 636 817 676</box>
r2-body-part-1: ਟਾਂਗਰਾ, 1 ਫਰਵਰੀ (ਕਰਮਜੀਤ ਸਿੰਘ)- ਅੱਜ ਪ੍ਰੈਸ ਸੰਘਰਸ਼ ਜਰਨਲਿਸਟਸ ਐਸੋਸੀਏਸ਼ਨ ਦੀ ਮੀਟਿੰਗ ਹੋਈ ਜਿਸ ਵਿੱਚ ਸਾਲਾਨਾ ਸੈਮੀਨਾਰ ਦੀ ਤਾਰੀਖ 14 ਫ਼ਰਵਰੀ ਮਿੱਥੀ ਗਈ। <box>914 794 1085 907</box>
c2-article <box>553 863 903 1317</box>
a4-photo-head <box>185 1771 205 1788</box>
a4-column <box>29 1734 360 2029</box>
c2-photo[interactable] <box>729 991 903 1133</box>
c1-photo-head <box>787 284 808 307</box>
a3-headline[interactable] <box>22 1164 542 1269</box>
r5-photo-head <box>1117 1755 1137 1774</box>
a3-column <box>198 1395 542 1492</box>
a2-photo-figure <box>148 773 210 889</box>
r2-row <box>914 765 1438 909</box>
c3-column <box>732 1478 893 1884</box>
masthead-info <box>961 45 1339 74</box>
indiawood-logo-line1: iNDiA <box>740 2134 885 2185</box>
punjab-times-logo-icon: ਪੰ <box>22 1395 44 1417</box>
c2-photo-figure <box>874 1046 895 1132</box>
c1-photo-caption <box>553 684 903 848</box>
c4-indiawood-logo <box>732 2126 893 2224</box>
a2-photo-figure <box>251 773 313 889</box>
a3-photo-head <box>474 1305 505 1319</box>
r2-body-part-2: ਵਿਚਾਰਾਂ ਅਤੇ ਉਨ੍ਹਾਂ ਅਨੁਭਵਾਂ ਤੋਂ ਜਾਣੂ ਕਰਵਾਉਣਗੇ। ਇਸ ਮੌਕੇ ਸੂਬਾ ਪ੍ਰਧਾਨ ਸੰਜੀਵ ਪੁੰਜ ਨੇ ਕਿਹਾ ਕਿ ਸੈਮੀਨਾਰ ਵਿੱਚ ਸਾਰੇ ਪੱਤਰਕਾਰ ਸਾਥੀ ਸ਼ਾਮਲ ਹੋਣਗੇ। ਮੀਟਿੰਗ ਵਿੱਚ ਕਈ ਅਹੁਦੇਦਾਰ ਹਾਜ਼ਰ ਸਨ। <box>1093 767 1438 841</box>
c2-photo-head <box>743 1027 753 1044</box>
punjab-times-logo-icon: ਪੰ <box>22 891 44 912</box>
c1-photo-head <box>718 284 739 307</box>
r5-photo-head <box>1392 1755 1412 1774</box>
a4-photo-figure <box>306 1790 346 1879</box>
c1-column <box>553 611 699 633</box>
r4-photo-figure <box>1244 1478 1286 1571</box>
c1-photo-head <box>649 284 670 307</box>
r3-photo-head <box>1392 1071 1412 1105</box>
r1-photo-head <box>1324 281 1344 304</box>
logo-title: ਪੰਜਾਬ ਟਾਇਮਜ਼ <box>39 43 221 80</box>
c2-column <box>729 991 903 1313</box>
r1-photo-head <box>1187 281 1208 304</box>
a2-column <box>22 891 189 1150</box>
r2-column <box>914 765 1085 909</box>
c4-headline[interactable] <box>564 2048 892 2120</box>
r3-headline[interactable] <box>914 923 1438 996</box>
r2-photo-figure <box>1040 680 1103 764</box>
r5-column <box>914 1717 1083 1919</box>
a2-column <box>198 891 542 1083</box>
r1-photo-head <box>1255 281 1275 304</box>
r5-column <box>1091 1717 1438 1973</box>
badge-kind: ਖਬਰ <box>661 429 699 451</box>
punjab-times-logo-icon: ਪੰ <box>553 429 575 451</box>
r1-body-part-1: ਪਠਾਨਕੋਟ, 1 ਫਰਵਰੀ (ਜਸਵੀਰ)- ਸ੍ਰੀ ਗੁਰੂ ਰਵਿਦਾਸ ਜੀ ਮਹਾਰਾਜ ਦੇ ਅਵਤਾਰ ਦਿਵਸ ਦੇ ਪਵਿੱਤਰ ਮੌਕੇ 'ਤੇ ਪਠਾਨਕੋਟ ਵਿੱਚ ਸ਼ਰਧਾ ਅਤੇ ਆਸਥਾ ਦਾ ਮਾਹੌਲ ਵਿਸ਼ਾਲ ਤੌਰ 'ਤੇ ਵੇਖਣ ਨੂੰ ਮਿਲਿਆ। ਅੰਤਰਰਾਸ਼ਟਰੀ ਸੰਸਥਾ ਪੀਪਲੀ ਫਾਊਂਡੇਸ਼ਨ ਦੇ ਸੰਸਥਾਪਕ ਜੋਗਿੰਦਰ ਸਿੰਘ ਸਲਾਰੀਆ ਨੇ ਇਸ ਮੌਕੇ 'ਤੇ ਸੰਗਤਾਂ ਨੂੰ ਦਿਲੋਂ ਵਧਾਈ ਦਿੱਤੀ ਅਤੇ 108 ਸਵਾਮੀ ਗੁਰਦੀਪ ਗਿਰੀ ਜੀ ਮਹਾਰਾਜ ਨਾਲ ਮਿਲ ਕੇ ਉਨ੍ਹਾਂ ਦਾ ਆਸ਼ੀਰਵਾਦ ਪ੍ਰਾਪਤ ਕੀਤਾ। <box>914 265 1085 532</box>
crop-mark-top-right-v <box>1441 8 1442 25</box>
c2-body-part-1: ਲੁਧਿਆਣਾ, 1 ਫਰਵਰੀ (ਜਸਪਾਲ ਅਰੋੜਾ)- ਇੱਕ ਗੁਪਤ ਸੂਚਨਾ 'ਤੇ ਕਾਰਵਾਈ ਕਰਦੇ ਹੋਏ, ਡਾਇਰੈਕਟੋਰੇਟ ਆਫ ਰੈਵੇਨਿਊ ਇੰਟੈਲੀਜੈਂਸ (ਡੀਆਰਆਈ) ਨੇ ਪੰਜਾਬ ਦੇ ਲੁਧਿਆਣਾ ਵਿੱਚ ਇੱਕ ਕੋਰੀਅਰ ਦਫਤਰ 'ਤੇ ਛਾਪਾ ਮਾਰਿਆ ਅਤੇ ਨਸ਼ੀਲੇ ਪਦਾਰਥਾਂ ਦੀ ਇੱਕ ਵੱਡੀ ਖੇਪ ਜ਼ਬਤ ਕੀਤੀ। ਜਾਂਚ ਦੌਰਾਨ, ਸੰਯੁਕਤ ਰਾਜ ਅਤੇ ਕੈਨੇਡਾ ਭੇਜੇ ਜਾ ਰਹੇ ਸੱਤ ਪਾਰਸਲਾਂ ਵਿੱਚੋਂ 12.118 ਕਿਲੋਗ੍ਰਾਮ ਅਫੀਮ ਬਰਾਮਦ ਕੀਤੀ ਗਈ। <box>553 1020 721 1268</box>
r2-headline[interactable] <box>914 548 1438 621</box>
badge-kind: ਖਬਰ <box>137 1886 175 1908</box>
r4-photo-head <box>1254 1458 1275 1477</box>
r3-photo-figure <box>1175 1109 1216 1281</box>
